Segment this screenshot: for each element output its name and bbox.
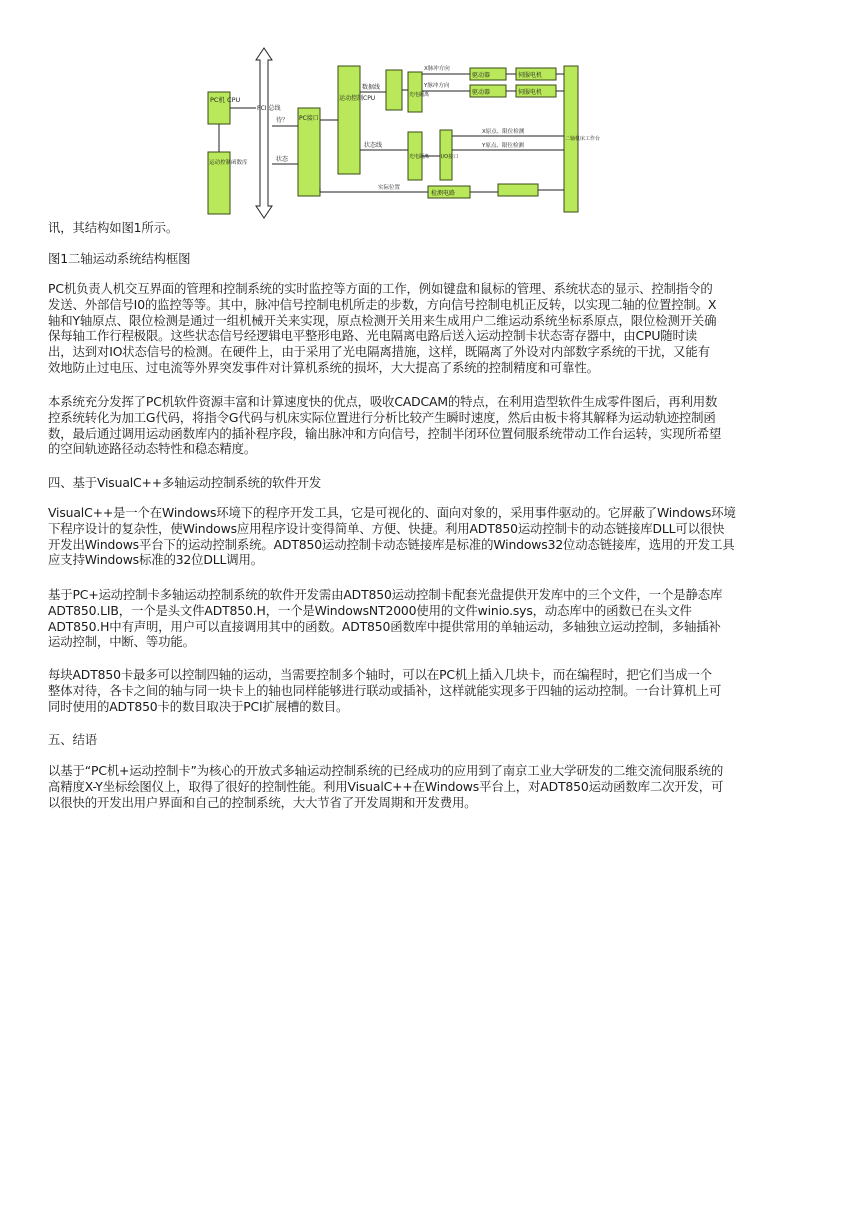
driver-y-label: 驱动器	[472, 89, 491, 96]
paragraph-line: ADT850.H中有声明，用户可以直接调用其中的函数。ADT850函数库中提供常用的单轴运动，多轴独立运动控制，多轴插补	[48, 618, 721, 634]
paragraph-line: 以基于“PC机+运动控制卡”为核心的开放式多轴运动控制系统的已经成功的应用到了南京工业大学研发的二维交流伺服系统的	[48, 763, 724, 778]
actual-pos-label: 实际位置	[378, 185, 401, 191]
y-pulse-label: Y脉冲方向	[424, 83, 450, 89]
paragraph-line: PC机负责人机交互界面的管理和控制系统的实时监控等方面的工作，例如键盘和鼠标的管理、系统状态的显示、控制指令的	[48, 281, 713, 296]
y-detect-label: Y原点、限位检测	[482, 143, 524, 149]
machine-table-label: 二轴机床工作台	[565, 136, 601, 142]
paragraph-2	[48, 394, 820, 457]
driver-data-label: 运动控制函数库	[209, 160, 248, 166]
paragraph-1	[48, 281, 820, 376]
detect-circuit-label: 检测电路	[431, 190, 456, 197]
figure-caption: 图1二轴运动系统结构框图	[48, 251, 191, 266]
io-label: I/O接口	[441, 154, 459, 160]
driver-x-label: 驱动器	[472, 72, 491, 79]
servo-x-label: 伺服电机	[518, 72, 543, 79]
encoder-box	[498, 184, 538, 196]
motion-cpu-label: 运动控制CPU	[339, 95, 376, 102]
status-label: 状态	[276, 156, 289, 163]
paragraph-line: 每块ADT850卡最多可以控制四轴的运动，当需要控制多个轴时，可以在PC机上插入几块卡，而在编程时，把它们当成一个	[48, 667, 712, 682]
paragraph-line: 出，达到对IO状态信号的检测。在硬件上，由于采用了光电隔离措施，这样，既隔离了外设对内部数字系统的干扰，又能有	[48, 344, 710, 360]
paragraph-line: 发送、外部信号I0的监控等等。其中，脉冲信号控制电机所走的步数，方向信号控制电机正反转，以实现二轴的位置控制。X	[48, 296, 717, 312]
paragraph-line: 以很快的开发出用户界面和自己的控制系统，大大节省了开发周期和开发费用。	[48, 794, 477, 810]
x-pulse-label: X脉冲方向	[424, 66, 450, 72]
paragraph-line: 数，最后通过调用运动函数库内的插补程序段，输出脉冲和方向信号，控制半闭环位置伺服系统带动工作台运转，实现所希望	[48, 425, 722, 441]
wait-label: 待？	[276, 117, 289, 124]
diagram-svg	[152, 40, 601, 226]
pc-cpu-label: PC机 CPU	[210, 96, 241, 104]
opto1-label: 光电隔离	[409, 92, 430, 98]
status-line-label: 状态线	[364, 142, 383, 149]
paragraph-line: 基于PC+运动控制卡多轴运动控制系统的软件开发需由ADT850运动控制卡配套光盘提供开发库中的三个文件，一个是静态库	[48, 587, 723, 602]
pci-bus-label: PCI 总线	[257, 105, 281, 112]
paragraph-4	[48, 587, 820, 650]
paragraph-line: 高精度X-Y坐标绘图仪上，取得了很好的控制性能。利用VisualC++在Windows平台上，对ADT850运动函数库二次开发，可	[48, 778, 724, 794]
opto2-label: 光电隔离	[409, 154, 430, 160]
paragraph-line: 效地防止过电压、过电流等外界突发事件对计算机系统的损坏，大大提高了系统的控制精度和可靠性。	[48, 359, 599, 375]
paragraph-6	[48, 763, 820, 810]
motion-cpu-box	[338, 66, 360, 174]
paragraph-line: ADT850.LIB，一个是头文件ADT850.H，一个是WindowsNT2000使用的文件winio.sys，动态库中的函数已在头文件	[48, 602, 692, 618]
x-detect-label: X原点、限位检测	[482, 129, 525, 135]
paragraph-3	[48, 505, 820, 568]
pc-interface-label: PC接口	[299, 115, 319, 122]
paragraph-line: 轴和Y轴原点、限位检测是通过一组机械开关来实现，原点检测开关用来生成用户二维运动系统坐标系原点，限位检测开关确	[48, 312, 717, 328]
system-block-diagram	[152, 40, 601, 226]
intro-tail: 讯，其结构如图1所示。	[48, 220, 179, 235]
servo-y-label: 伺服电机	[518, 89, 543, 96]
paragraph-line: 下程序设计的复杂性，使Windows应用程序设计变得简单、方便、快捷。利用ADT850运动控制卡的动态链接库DLL可以很快	[48, 520, 725, 536]
data-line-label: 数据线	[362, 84, 381, 91]
section-heading-5: 五、结语	[48, 732, 97, 747]
paragraph-5	[48, 667, 820, 714]
paragraph-line: 本系统充分发挥了PC机软件资源丰富和计算速度快的优点，吸收CADCAM的特点，在利用造型软件生成零件图后，再利用数	[48, 394, 718, 409]
paragraph-line: VisualC++是一个在Windows环境下的程序开发工具，它是可视化的、面向对象的，采用事件驱动的。它屏蔽了Windows环境	[48, 505, 736, 520]
data-bus-box	[386, 70, 402, 110]
paragraph-line: 运动控制，中断、等功能。	[48, 634, 195, 650]
paragraph-line: 应支持Windows标准的32位DLL调用。	[48, 552, 264, 568]
paragraph-line: 保每轴工作行程极限。这些状态信号经逻辑电平整形电路、光电隔离电路后送入运动控制卡状态寄存器中，由CPU随时读	[48, 328, 698, 344]
paragraph-line: 控系统转化为加工G代码，将指令G代码与机床实际位置进行分析比较产生瞬时速度，然后由板卡将其解释为运动轨迹控制函	[48, 409, 716, 425]
paragraph-line: 开发出Windows平台下的运动控制系统。ADT850运动控制卡动态链接库是标准的Windows32位动态链接库，选用的开发工具	[48, 536, 735, 552]
section-heading-4: 四、基于VisualC++多轴运动控制系统的软件开发	[48, 475, 322, 490]
paragraph-line: 的空间轨迹路径动态特性和稳态精度。	[48, 441, 257, 457]
paragraph-line: 整体对待，各卡之间的轴与同一块卡上的轴也同样能够进行联动或插补，这样就能实现多于四轴的运动控制。一台计算机上可	[48, 682, 722, 698]
paragraph-line: 同时使用的ADT850卡的数目取决于PCI扩展槽的数目。	[48, 698, 349, 714]
